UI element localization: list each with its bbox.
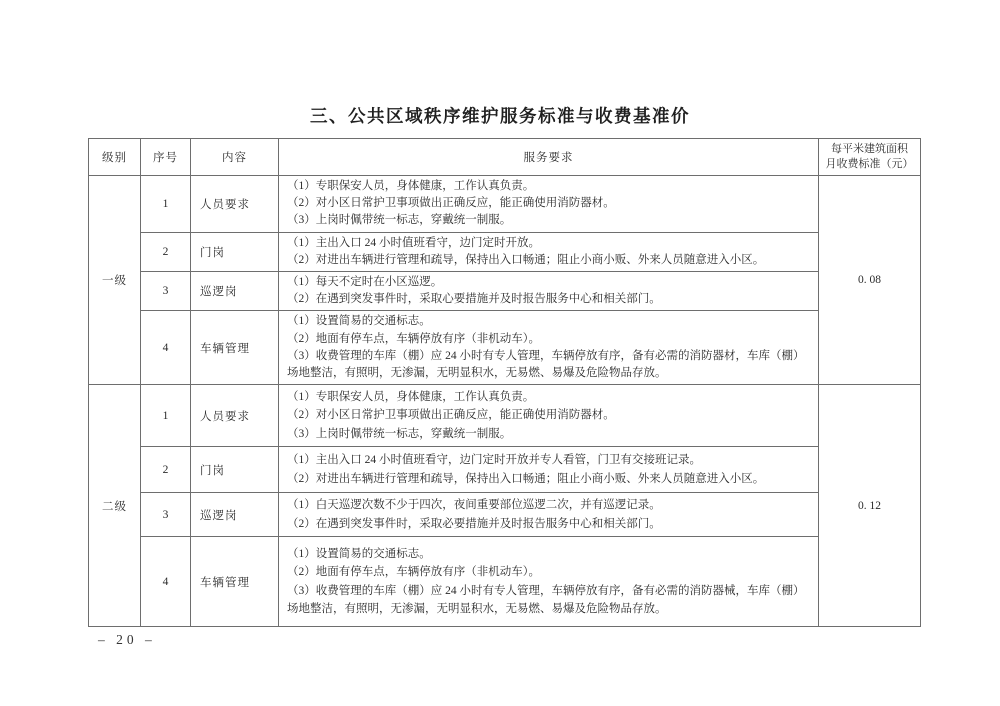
header-fee-line2: 月收费标准（元） <box>825 158 914 170</box>
content-cell: 车辆管理 <box>191 311 279 385</box>
content-cell: 人员要求 <box>191 176 279 233</box>
requirement-item: （3）上岗时佩带统一标志，穿戴统一制服。 <box>287 214 512 227</box>
requirements-cell <box>279 272 819 311</box>
table-header-row <box>89 139 921 176</box>
index-cell: 3 <box>141 272 191 311</box>
requirement-item: （1）主出入口 24 小时值班看守，边门定时开放并专人看管，门卫有交接班记录。 <box>287 454 701 467</box>
table-row <box>89 311 921 385</box>
table-row <box>89 232 921 271</box>
requirement-item: （2）对进出车辆进行管理和疏导，保持出入口畅通；阻止小商小贩、外来人员随意进入小区。 <box>287 253 765 266</box>
content-cell: 巡逻岗 <box>191 493 279 537</box>
index-cell: 2 <box>141 232 191 271</box>
header-requirements: 服务要求 <box>279 139 819 176</box>
requirement-item: （1）白天巡逻次数不少于四次，夜间重要部位巡逻二次，并有巡逻记录。 <box>287 499 661 512</box>
content-cell: 巡逻岗 <box>191 272 279 311</box>
index-cell: 4 <box>141 537 191 627</box>
table-row <box>89 176 921 233</box>
requirements-cell <box>279 493 819 537</box>
index-cell: 1 <box>141 176 191 233</box>
requirement-item: （3）收费管理的车库（棚）应 24 小时有专人管理，车辆停放有序，备有必需的消防器械，车库（棚）场地整洁，有照明，无渗漏，无明显积水，无易燃、易爆及危险物品存放。 <box>287 584 805 616</box>
content-cell: 人员要求 <box>191 385 279 447</box>
requirement-item: （2）在遇到突发事件时，采取必要措施并及时报告服务中心和相关部门。 <box>287 517 661 530</box>
header-content: 内容 <box>191 139 279 176</box>
requirement-item: （3）收费管理的车库（棚）应 24 小时有专人管理，车辆停放有序，备有必需的消防器材，车库（棚）场地整洁，有照明，无渗漏，无明显积水，无易燃、易爆及危险物品存放。 <box>287 349 805 380</box>
level-cell: 一级 <box>89 176 141 385</box>
index-cell: 3 <box>141 493 191 537</box>
content-cell: 门岗 <box>191 232 279 271</box>
requirement-item: （2）地面有停车点，车辆停放有序（非机动车）。 <box>287 332 540 345</box>
service-standards-table <box>88 138 921 627</box>
service-table-body <box>89 176 921 627</box>
fee-cell: 0. 08 <box>819 176 921 385</box>
requirements-cell <box>279 176 819 233</box>
requirement-item: （1）主出入口 24 小时值班看守，边门定时开放。 <box>287 236 540 249</box>
requirement-item: （1）专职保安人员，身体健康，工作认真负责。 <box>287 390 535 403</box>
table-row <box>89 272 921 311</box>
table-row <box>89 493 921 537</box>
header-level: 级别 <box>89 139 141 176</box>
content-cell: 车辆管理 <box>191 537 279 627</box>
requirement-item: （3）上岗时佩带统一标志，穿戴统一制服。 <box>287 427 512 440</box>
page-number: – 20 – <box>98 632 156 647</box>
requirements-cell <box>279 447 819 493</box>
requirement-item: （2）在遇到突发事件时，采取心要措施并及时报告服务中心和相关部门。 <box>287 293 661 306</box>
index-cell: 1 <box>141 385 191 447</box>
requirement-item: （1）每天不定时在小区巡逻。 <box>287 276 443 289</box>
level-cell: 二级 <box>89 385 141 627</box>
requirement-item: （1）设置简易的交通标志。 <box>287 547 431 560</box>
requirements-cell <box>279 385 819 447</box>
requirements-cell <box>279 537 819 627</box>
requirements-cell <box>279 311 819 385</box>
content-cell: 门岗 <box>191 447 279 493</box>
requirement-item: （2）对进出车辆进行管理和疏导，保持出入口畅通；阻止小商小贩、外来人员随意进入小区。 <box>287 472 765 485</box>
header-index: 序号 <box>141 139 191 176</box>
page-title: 三、公共区域秩序维护服务标准与收费基准价 <box>310 106 690 126</box>
requirement-item: （2）对小区日常护卫事项做出正确反应，能正确使用消防器材。 <box>287 197 615 210</box>
table-row <box>89 537 921 627</box>
requirement-item: （2）地面有停车点，车辆停放有序（非机动车）。 <box>287 566 540 579</box>
index-cell: 4 <box>141 311 191 385</box>
requirement-item: （1）设置简易的交通标志。 <box>287 315 431 328</box>
requirement-item: （1）专职保安人员，身体健康，工作认真负责。 <box>287 180 535 192</box>
fee-cell: 0. 12 <box>819 385 921 627</box>
header-fee <box>819 139 921 176</box>
table-row <box>89 385 921 447</box>
requirements-cell <box>279 232 819 271</box>
header-fee-line1: 每平米建筑面积 <box>831 143 908 155</box>
index-cell: 2 <box>141 447 191 493</box>
requirement-item: （2）对小区日常护卫事项做出正确反应，能正确使用消防器材。 <box>287 409 615 422</box>
table-row <box>89 447 921 493</box>
